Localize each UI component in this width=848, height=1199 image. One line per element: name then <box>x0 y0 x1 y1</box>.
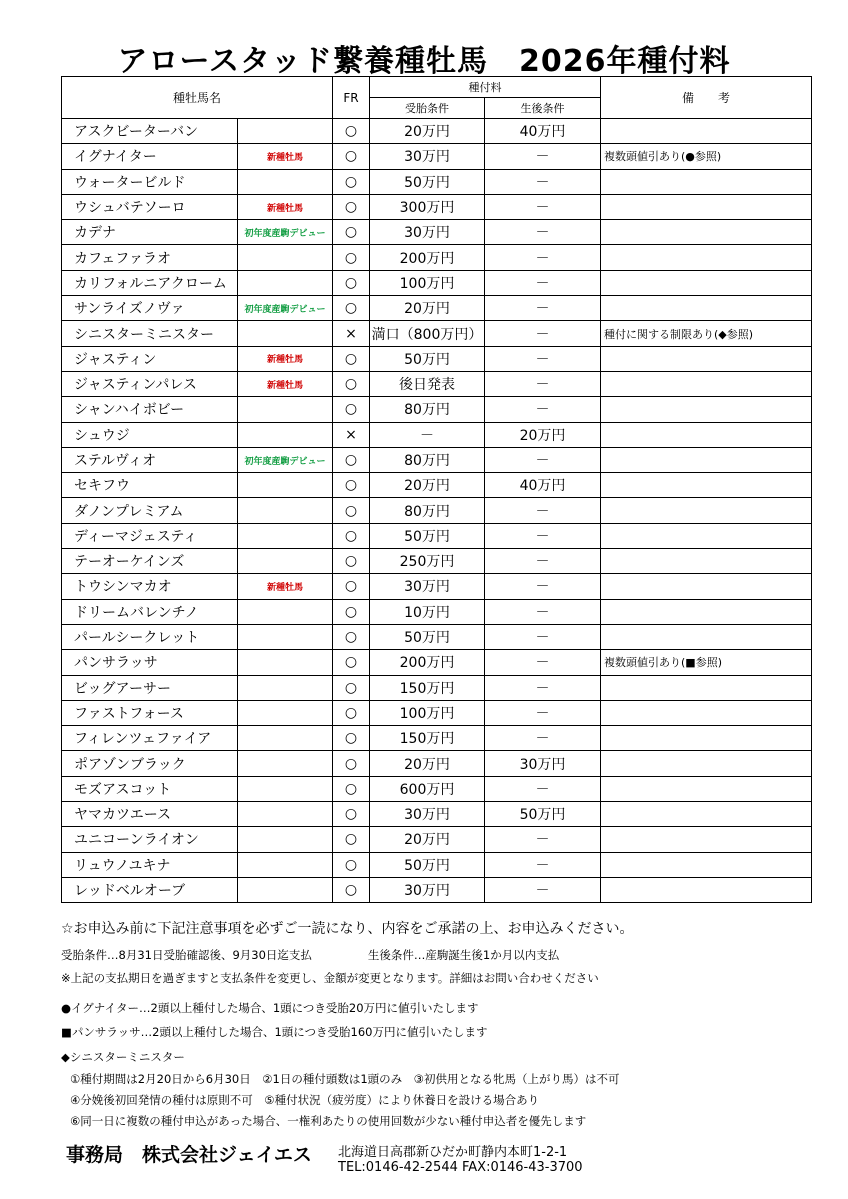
fr-availability: ○ <box>333 523 370 548</box>
fr-availability: ○ <box>333 397 370 422</box>
stallion-name: ディーマジェスティ <box>62 523 238 548</box>
office-name: 事務局 株式会社ジェイエス <box>66 1144 312 1166</box>
stallion-name: シュウジ <box>62 422 238 447</box>
fr-availability: ○ <box>333 169 370 194</box>
stallion-name: レッドベルオーブ <box>62 877 238 902</box>
stallion-tag <box>238 675 333 700</box>
live-foal-fee: 50万円 <box>485 802 601 827</box>
stallion-tag <box>238 599 333 624</box>
stallion-tag <box>238 726 333 751</box>
remark <box>601 624 812 649</box>
conception-fee: 後日発表 <box>370 371 485 396</box>
fr-availability: ○ <box>333 700 370 725</box>
remark <box>601 346 812 371</box>
stallion-name: ビッグアーサー <box>62 675 238 700</box>
conception-fee: 50万円 <box>370 624 485 649</box>
remark: 複数頭値引あり(■参照) <box>601 650 812 675</box>
live-foal-fee: － <box>485 852 601 877</box>
live-foal-fee: － <box>485 549 601 574</box>
header-fee: 種付料 <box>370 77 601 98</box>
stallion-name: イグナイター <box>62 144 238 169</box>
conception-fee: 250万円 <box>370 549 485 574</box>
conception-fee: 50万円 <box>370 852 485 877</box>
conception-fee: － <box>370 422 485 447</box>
table-row <box>62 700 812 725</box>
fr-availability: ○ <box>333 802 370 827</box>
table-row <box>62 169 812 194</box>
stallion-tag <box>238 245 333 270</box>
live-foal-fee: － <box>485 397 601 422</box>
stallion-tag <box>238 802 333 827</box>
stallion-name: サンライズノヴァ <box>62 296 238 321</box>
table-row <box>62 194 812 219</box>
header-remarks: 備 考 <box>601 77 812 119</box>
remark <box>601 700 812 725</box>
table-row <box>62 802 812 827</box>
remark <box>601 119 812 144</box>
conception-fee: 80万円 <box>370 498 485 523</box>
stud-fee-table <box>61 76 812 903</box>
conception-fee: 20万円 <box>370 751 485 776</box>
table-row <box>62 296 812 321</box>
stallion-name: ジャスティン <box>62 346 238 371</box>
remark <box>601 523 812 548</box>
stallion-tag <box>238 473 333 498</box>
stallion-tag: 新種牡馬 <box>238 144 333 169</box>
fr-availability: ○ <box>333 144 370 169</box>
fr-availability: × <box>333 422 370 447</box>
terms-conception: 受胎条件…8月31日受胎確認後、9月30日迄支払 <box>61 948 312 962</box>
table-row <box>62 397 812 422</box>
remark <box>601 549 812 574</box>
table-row <box>62 321 812 346</box>
stallion-tag <box>238 549 333 574</box>
remark <box>601 599 812 624</box>
table-row <box>62 270 812 295</box>
stallion-tag <box>238 624 333 649</box>
live-foal-fee: － <box>485 144 601 169</box>
remark <box>601 827 812 852</box>
note-panthalassa-discount: ■パンサラッサ…2頭以上種付した場合、1頭につき受胎160万円に値引いたします <box>61 1025 488 1039</box>
remark <box>601 422 812 447</box>
fr-availability: ○ <box>333 675 370 700</box>
table-row <box>62 523 812 548</box>
table-row <box>62 776 812 801</box>
live-foal-fee: 20万円 <box>485 422 601 447</box>
stallion-name: ポアゾンブラック <box>62 751 238 776</box>
live-foal-fee: － <box>485 245 601 270</box>
conception-fee: 20万円 <box>370 119 485 144</box>
stallion-tag <box>238 650 333 675</box>
conception-fee: 150万円 <box>370 726 485 751</box>
stallion-tag: 新種牡馬 <box>238 371 333 396</box>
remark <box>601 877 812 902</box>
live-foal-fee: － <box>485 220 601 245</box>
live-foal-fee: － <box>485 827 601 852</box>
live-foal-fee: － <box>485 169 601 194</box>
fr-availability: ○ <box>333 119 370 144</box>
note-igniter-discount: ●イグナイター…2頭以上種付した場合、1頭につき受胎20万円に値引いたします <box>61 1001 479 1015</box>
stallion-name: セキフウ <box>62 473 238 498</box>
remark <box>601 194 812 219</box>
stallion-name: カフェファラオ <box>62 245 238 270</box>
stallion-name: ファストフォース <box>62 700 238 725</box>
header-stallion-name: 種牡馬名 <box>62 77 333 119</box>
conception-fee: 20万円 <box>370 296 485 321</box>
table-row <box>62 473 812 498</box>
table-row <box>62 245 812 270</box>
stallion-name: ウォータービルド <box>62 169 238 194</box>
stallion-name: ジャスティンパレス <box>62 371 238 396</box>
fr-availability: ○ <box>333 827 370 852</box>
live-foal-fee: － <box>485 194 601 219</box>
remark <box>601 473 812 498</box>
stallion-tag <box>238 397 333 422</box>
stallion-name: カデナ <box>62 220 238 245</box>
stallion-tag: 新種牡馬 <box>238 194 333 219</box>
table-row <box>62 549 812 574</box>
table-row <box>62 827 812 852</box>
stallion-tag: 新種牡馬 <box>238 574 333 599</box>
live-foal-fee: － <box>485 700 601 725</box>
payment-warning: ※上記の支払期日を過ぎますと支払条件を変更し、金額が変更となります。詳細はお問い合わせください <box>61 971 599 985</box>
stallion-tag: 新種牡馬 <box>238 346 333 371</box>
stallion-tag <box>238 498 333 523</box>
stallion-name: モズアスコット <box>62 776 238 801</box>
remark <box>601 726 812 751</box>
stallion-name: シャンハイボビー <box>62 397 238 422</box>
office-address: 北海道日高郡新ひだか町静内本町1-2-1 <box>338 1145 568 1160</box>
stallion-name: ユニコーンライオン <box>62 827 238 852</box>
live-foal-fee: － <box>485 447 601 472</box>
conception-fee: 100万円 <box>370 270 485 295</box>
conception-fee: 600万円 <box>370 776 485 801</box>
remark <box>601 498 812 523</box>
conception-fee: 満口（800万円） <box>370 321 485 346</box>
table-row <box>62 447 812 472</box>
table-row <box>62 877 812 902</box>
stallion-name: ウシュバテソーロ <box>62 194 238 219</box>
live-foal-fee: － <box>485 574 601 599</box>
stallion-name: パールシークレット <box>62 624 238 649</box>
table-row <box>62 498 812 523</box>
remark <box>601 852 812 877</box>
notice-lead: ☆お申込み前に下記注意事項を必ずご一読になり、内容をご承諾の上、お申込みください。 <box>61 921 634 937</box>
conception-fee: 20万円 <box>370 827 485 852</box>
stallion-name: トウシンマカオ <box>62 574 238 599</box>
stallion-tag <box>238 119 333 144</box>
stallion-tag <box>238 270 333 295</box>
live-foal-fee: － <box>485 624 601 649</box>
stallion-name: パンサラッサ <box>62 650 238 675</box>
remark <box>601 574 812 599</box>
fr-availability: ○ <box>333 346 370 371</box>
live-foal-fee: － <box>485 726 601 751</box>
stallion-tag <box>238 422 333 447</box>
live-foal-fee: － <box>485 270 601 295</box>
note-sinister-heading: ◆シニスターミニスター <box>61 1050 185 1064</box>
fr-availability: ○ <box>333 270 370 295</box>
stallion-name: シニスターミニスター <box>62 321 238 346</box>
fr-availability: × <box>333 321 370 346</box>
remark: 複数頭値引あり(●参照) <box>601 144 812 169</box>
conception-fee: 50万円 <box>370 169 485 194</box>
remark <box>601 802 812 827</box>
remark <box>601 270 812 295</box>
conception-fee: 150万円 <box>370 675 485 700</box>
conception-fee: 30万円 <box>370 877 485 902</box>
stallion-name: アスクビーターバン <box>62 119 238 144</box>
conception-fee: 30万円 <box>370 220 485 245</box>
stallion-tag <box>238 852 333 877</box>
table-row <box>62 726 812 751</box>
stallion-tag <box>238 700 333 725</box>
stallion-name: ヤマカツエース <box>62 802 238 827</box>
live-foal-fee: 40万円 <box>485 473 601 498</box>
stallion-name: フィレンツェファイア <box>62 726 238 751</box>
live-foal-fee: － <box>485 599 601 624</box>
stallion-name: ステルヴィオ <box>62 447 238 472</box>
fr-availability: ○ <box>333 599 370 624</box>
header-fr: FR <box>333 77 370 119</box>
conception-fee: 30万円 <box>370 574 485 599</box>
sinister-rule-1: ①種付期間は2月20日から6月30日 ②1日の種付頭数は1頭のみ ③初供用となる牝馬（上がり馬）は不可 <box>70 1072 620 1086</box>
remark <box>601 397 812 422</box>
remark <box>601 296 812 321</box>
sinister-rule-3: ⑥同一日に複数の種付申込があった場合、一権利あたりの使用回数が少ない種付申込者を優先します <box>70 1114 587 1128</box>
page-title: アロースタッド繋養種牡馬 2026年種付料 <box>117 44 731 79</box>
table-row <box>62 650 812 675</box>
table-row <box>62 119 812 144</box>
live-foal-fee: － <box>485 346 601 371</box>
table-row <box>62 422 812 447</box>
live-foal-fee: 30万円 <box>485 751 601 776</box>
stallion-tag <box>238 523 333 548</box>
table-row <box>62 574 812 599</box>
live-foal-fee: － <box>485 675 601 700</box>
stallion-tag <box>238 169 333 194</box>
conception-fee: 200万円 <box>370 650 485 675</box>
conception-fee: 200万円 <box>370 245 485 270</box>
conception-fee: 80万円 <box>370 447 485 472</box>
fr-availability: ○ <box>333 624 370 649</box>
fr-availability: ○ <box>333 574 370 599</box>
live-foal-fee: － <box>485 371 601 396</box>
stallion-tag <box>238 776 333 801</box>
conception-fee: 30万円 <box>370 802 485 827</box>
stallion-tag <box>238 827 333 852</box>
payment-terms <box>61 947 559 963</box>
live-foal-fee: － <box>485 523 601 548</box>
fr-availability: ○ <box>333 498 370 523</box>
fr-availability: ○ <box>333 751 370 776</box>
conception-fee: 50万円 <box>370 346 485 371</box>
remark <box>601 751 812 776</box>
header-conception: 受胎条件 <box>370 98 485 119</box>
fr-availability: ○ <box>333 549 370 574</box>
terms-live-foal: 生後条件…産駒誕生後1か月以内支払 <box>367 948 560 962</box>
remark <box>601 675 812 700</box>
remark <box>601 371 812 396</box>
stallion-tag: 初年度産駒デビュー <box>238 296 333 321</box>
remark <box>601 220 812 245</box>
table-row <box>62 371 812 396</box>
remark <box>601 776 812 801</box>
stallion-name: ドリームバレンチノ <box>62 599 238 624</box>
conception-fee: 30万円 <box>370 144 485 169</box>
live-foal-fee: － <box>485 296 601 321</box>
conception-fee: 20万円 <box>370 473 485 498</box>
stallion-name: テーオーケインズ <box>62 549 238 574</box>
conception-fee: 10万円 <box>370 599 485 624</box>
conception-fee: 300万円 <box>370 194 485 219</box>
table-row <box>62 346 812 371</box>
fr-availability: ○ <box>333 473 370 498</box>
table-row <box>62 751 812 776</box>
fr-availability: ○ <box>333 194 370 219</box>
fr-availability: ○ <box>333 726 370 751</box>
live-foal-fee: － <box>485 498 601 523</box>
stallion-name: ダノンプレミアム <box>62 498 238 523</box>
stallion-tag: 初年度産駒デビュー <box>238 447 333 472</box>
stallion-tag <box>238 877 333 902</box>
fr-availability: ○ <box>333 776 370 801</box>
table-row <box>62 599 812 624</box>
conception-fee: 100万円 <box>370 700 485 725</box>
stallion-tag <box>238 321 333 346</box>
fr-availability: ○ <box>333 877 370 902</box>
sinister-rule-2: ④分娩後初回発情の種付は原則不可 ⑤種付状況（疲労度）により休養日を設ける場合あり <box>70 1093 540 1107</box>
table-row <box>62 144 812 169</box>
table-row <box>62 220 812 245</box>
fr-availability: ○ <box>333 220 370 245</box>
fr-availability: ○ <box>333 245 370 270</box>
stallion-tag: 初年度産駒デビュー <box>238 220 333 245</box>
stallion-name: カリフォルニアクローム <box>62 270 238 295</box>
table-row <box>62 675 812 700</box>
live-foal-fee: － <box>485 321 601 346</box>
fr-availability: ○ <box>333 852 370 877</box>
office-phone: TEL:0146-42-2544 FAX:0146-43-3700 <box>338 1160 583 1175</box>
live-foal-fee: － <box>485 877 601 902</box>
fr-availability: ○ <box>333 371 370 396</box>
remark <box>601 245 812 270</box>
table-row <box>62 852 812 877</box>
table-row <box>62 624 812 649</box>
live-foal-fee: 40万円 <box>485 119 601 144</box>
fr-availability: ○ <box>333 650 370 675</box>
remark: 種付に関する制限あり(◆参照) <box>601 321 812 346</box>
conception-fee: 80万円 <box>370 397 485 422</box>
fr-availability: ○ <box>333 447 370 472</box>
remark <box>601 169 812 194</box>
live-foal-fee: － <box>485 776 601 801</box>
header-live-foal: 生後条件 <box>485 98 601 119</box>
stallion-name: リュウノユキナ <box>62 852 238 877</box>
live-foal-fee: － <box>485 650 601 675</box>
fr-availability: ○ <box>333 296 370 321</box>
stallion-tag <box>238 751 333 776</box>
remark <box>601 447 812 472</box>
conception-fee: 50万円 <box>370 523 485 548</box>
